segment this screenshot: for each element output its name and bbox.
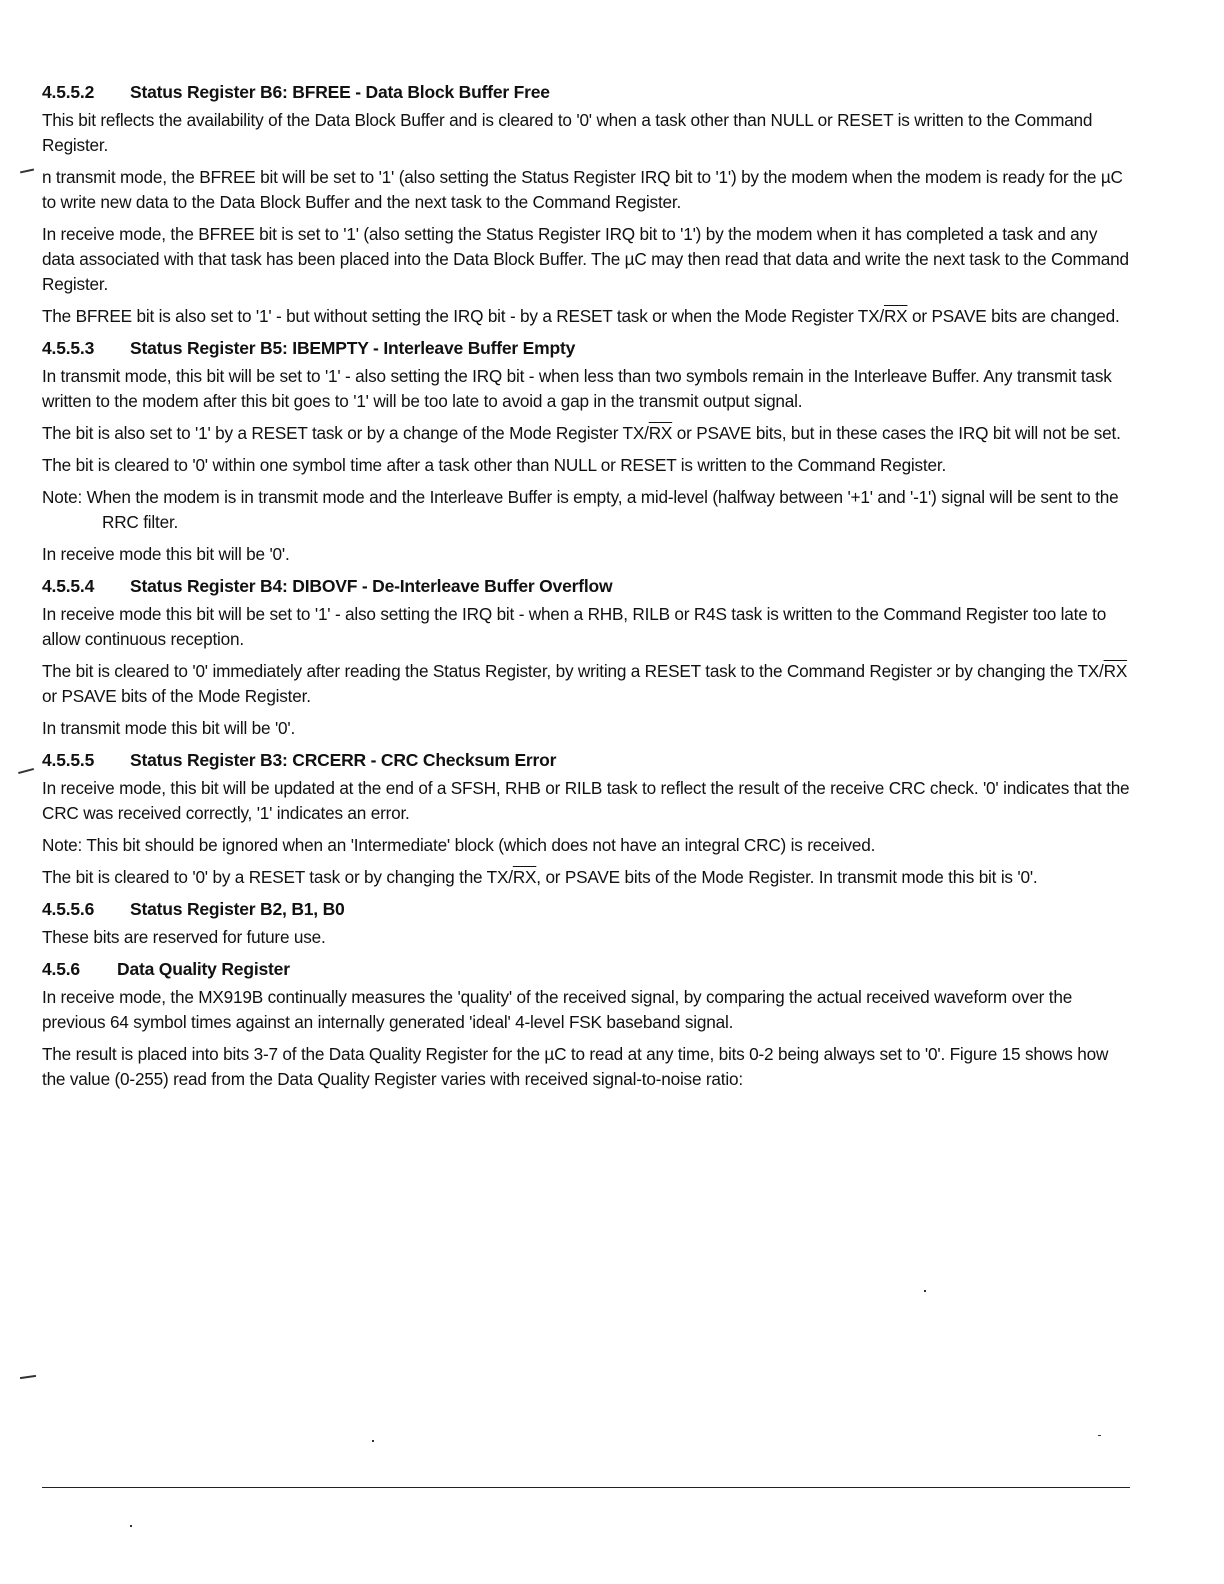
section-heading [42,336,1132,360]
scan-mark [924,1290,926,1292]
section-heading [42,957,1132,981]
paragraph [42,304,1132,329]
overlined-signal: $\overline{RX}$ [648,423,673,443]
text-segment: , or PSAVE bits of the Mode Register. In transmit mode this bit is '0'. [536,867,1038,887]
section-title: Status Register B5: IBEMPTY - Interleave Buffer Empty [130,338,576,358]
paragraph: This bit reflects the availability of the Data Block Buffer and is cleared to '0' when a task other than NULL or RESET is written to the Command Register. [42,110,1093,155]
scan-mark [20,169,34,173]
document-page [42,80,1132,1099]
section-data-quality-register [42,957,1132,1092]
paragraph [42,865,1132,890]
scan-mark [130,1525,132,1527]
section-number: 4.5.5.4 [42,576,95,596]
section-title: Status Register B4: DIBOVF - De-Interleave Buffer Overflow [130,576,613,596]
text-segment: The BFREE bit is also set to '1' - but without setting the IRQ bit - by a RESET task or when the Mode Register TX/ [42,306,884,326]
section-number: 4.5.5.5 [42,750,95,770]
paragraph: In transmit mode this bit will be '0'. [42,718,296,738]
note: Note: When the modem is in transmit mode and the Interleave Buffer is empty, a mid-level (halfway between '+1' and '-1') signal will be sent to the RRC filter. [42,487,1119,532]
paragraph: In receive mode, the MX919B continually measures the 'quality' of the received signal, by comparing the actual received waveform over the previous 64 symbol times against an internally generated 'ideal' 4-level FSK baseband signal. [42,987,1073,1032]
note: Note: This bit should be ignored when an 'Intermediate' block (which does not have an integral CRC) is received. [42,835,876,855]
overlined-signal: $\overline{RX}$ [512,867,537,887]
section-number: 4.5.5.2 [42,82,95,102]
text-segment: or PSAVE bits of the Mode Register. [42,686,311,706]
overlined-signal: $\overline{RX}$ [1103,661,1128,681]
section-crcerr [42,748,1132,890]
section-heading [42,748,1132,772]
text-segment: or PSAVE bits are changed. [907,306,1120,326]
text-segment: or PSAVE bits, but in these cases the IRQ bit will not be set. [672,423,1121,443]
section-dibovf [42,574,1132,741]
paragraph: The bit is cleared to '0' within one symbol time after a task other than NULL or RESET is written to the Command Register. [42,455,947,475]
section-number: 4.5.5.6 [42,899,95,919]
scan-mark [20,1375,36,1379]
scan-mark [18,768,34,774]
section-bfree [42,80,1132,329]
paragraph: In receive mode this bit will be '0'. [42,544,290,564]
text-segment: The bit is cleared to '0' immediately after reading the Status Register, by writing a RESET task to the Command Register ɔr by changing the TX/ [42,661,1104,681]
scan-mark [1098,1435,1101,1436]
text-segment: The bit is cleared to '0' by a RESET task or by changing the TX/ [42,867,513,887]
section-heading [42,80,1132,104]
section-reserved-bits [42,897,1132,950]
section-number: 4.5.6 [42,959,80,979]
footer-rule [42,1487,1130,1488]
section-heading [42,574,1132,598]
paragraph: The result is placed into bits 3-7 of the Data Quality Register for the µC to read at any time, bits 0-2 being always set to '0'. Figure 15 shows how the value (0-255) read from the Data Quality Register varies with received signal-to-noise ratio: [42,1044,1109,1089]
paragraph: These bits are reserved for future use. [42,927,326,947]
paragraph: In transmit mode, this bit will be set to '1' - also setting the IRQ bit - when less than two symbols remain in the Interleave Buffer. Any transmit task written to the modem after this bit goes to '1' will be too late to avoid a gap in the transmit output signal. [42,366,1112,411]
section-title: Status Register B2, B1, B0 [130,899,345,919]
section-title: Status Register B6: BFREE - Data Block Buffer Free [130,82,550,102]
paragraph [42,421,1132,446]
section-title: Status Register B3: CRCERR - CRC Checksum Error [130,750,557,770]
section-ibempty [42,336,1132,567]
section-number: 4.5.5.3 [42,338,95,358]
section-title: Data Quality Register [117,959,290,979]
text-segment: The bit is also set to '1' by a RESET task or by a change of the Mode Register TX/ [42,423,649,443]
paragraph: In receive mode, this bit will be updated at the end of a SFSH, RHB or RILB task to reflect the result of the receive CRC check. '0' indicates that the CRC was received correctly, '1' indicates an error. [42,778,1130,823]
overlined-signal: $\overline{RX}$ [883,306,908,326]
paragraph [42,659,1132,709]
paragraph: In receive mode this bit will be set to '1' - also setting the IRQ bit - when a RHB, RILB or R4S task is written to the Command Register too late to allow continuous reception. [42,604,1107,649]
scan-mark [372,1440,374,1442]
paragraph: n transmit mode, the BFREE bit will be set to '1' (also setting the Status Register IRQ bit to '1') by the modem when the modem is ready for the µC to write new data to the Data Block Buffer and the next task to the Command Register. [42,167,1123,212]
paragraph: In receive mode, the BFREE bit is set to '1' (also setting the Status Register IRQ bit to '1') by the modem when it has completed a task and any data associated with that task has been placed into the Data Block Buffer. The µC may then read that data and write the next task to the Command Register. [42,224,1129,294]
section-heading [42,897,1132,921]
